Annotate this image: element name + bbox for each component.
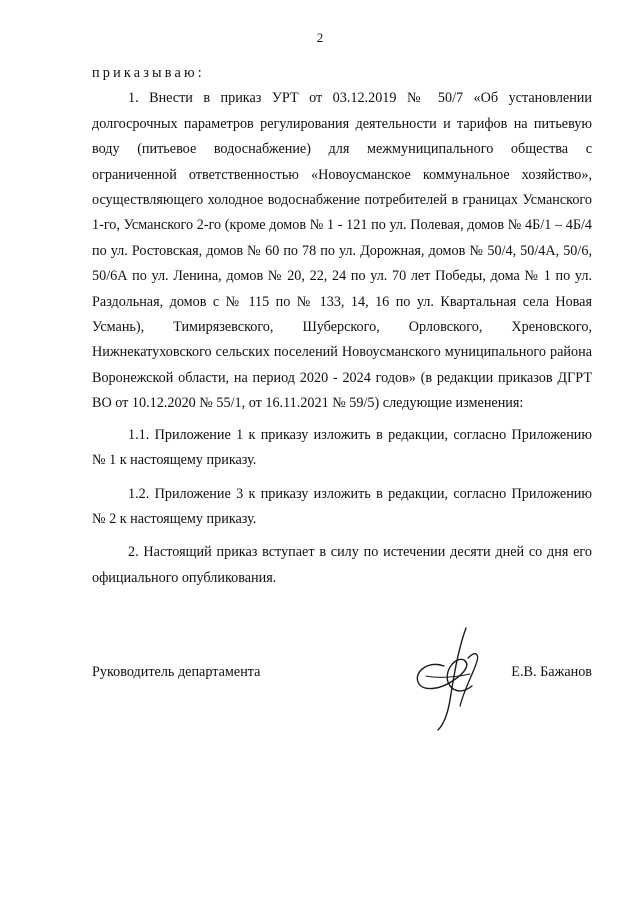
signer-name: Е.В. Бажанов [511, 664, 592, 680]
lead-word: приказываю: [92, 65, 205, 81]
handwritten-signature [406, 620, 496, 735]
document-body [92, 61, 592, 591]
signature-block [92, 664, 592, 688]
paragraph-item-1-1: 1.1. Приложение 1 к приказу изложить в редакции, согласно Приложению № 1 к настоящему приказу. [92, 426, 592, 469]
signer-title: Руководитель департамента [92, 664, 261, 680]
paragraph-item-1-2: 1.2. Приложение 3 к приказу изложить в редакции, согласно Приложению № 2 к настоящему приказу. [92, 485, 592, 527]
paragraph-item-1: 1. Внести в приказ УРТ от 03.12.2019 № 50/7 «Об установлении долгосрочных параметров регулирования деятельности и тарифов на питьевую воду (питьевое водоснабжение) для межмуниципального общества с ограниченной ответственностью «Новоусманское коммунальное хозяйство», осуществляющего холодное водоснабжение потребителей в границах Усманского 1-го, Усманского 2-го (кроме домов № 1 - 121 по ул. Полевая, домов № 4Б/1 – 4Б/4 по ул. Ростовская, домов № 60 по 78 по ул. Дорожная, домов № 50/4, 50/4А, 50/6, 50/6А по ул. Ленина, домов № 20, 22, 24 по ул. 70 лет Победы, дома № 1 по ул. Раздольная, домов с № 115 по № 133, 14, 16 по ул. Квартальная села Новая Усмань), Тимирязевского, Шуберского, Орловского, Хреновского, Нижнекатуховского сельских поселений Новоусманского муниципального района Воронежской области, на период 2020 - 2024 годов» (в редакции приказов ДГРТ ВО от 10.12.2020 № 55/1, от 16.11.2021 № 59/5) следующие изменения: [92, 90, 592, 412]
page-number: 2 [316, 30, 324, 45]
paragraph-item-2: 2. Настоящий приказ вступает в силу по истечении десяти дней со дня его официального опубликования. [92, 544, 592, 586]
